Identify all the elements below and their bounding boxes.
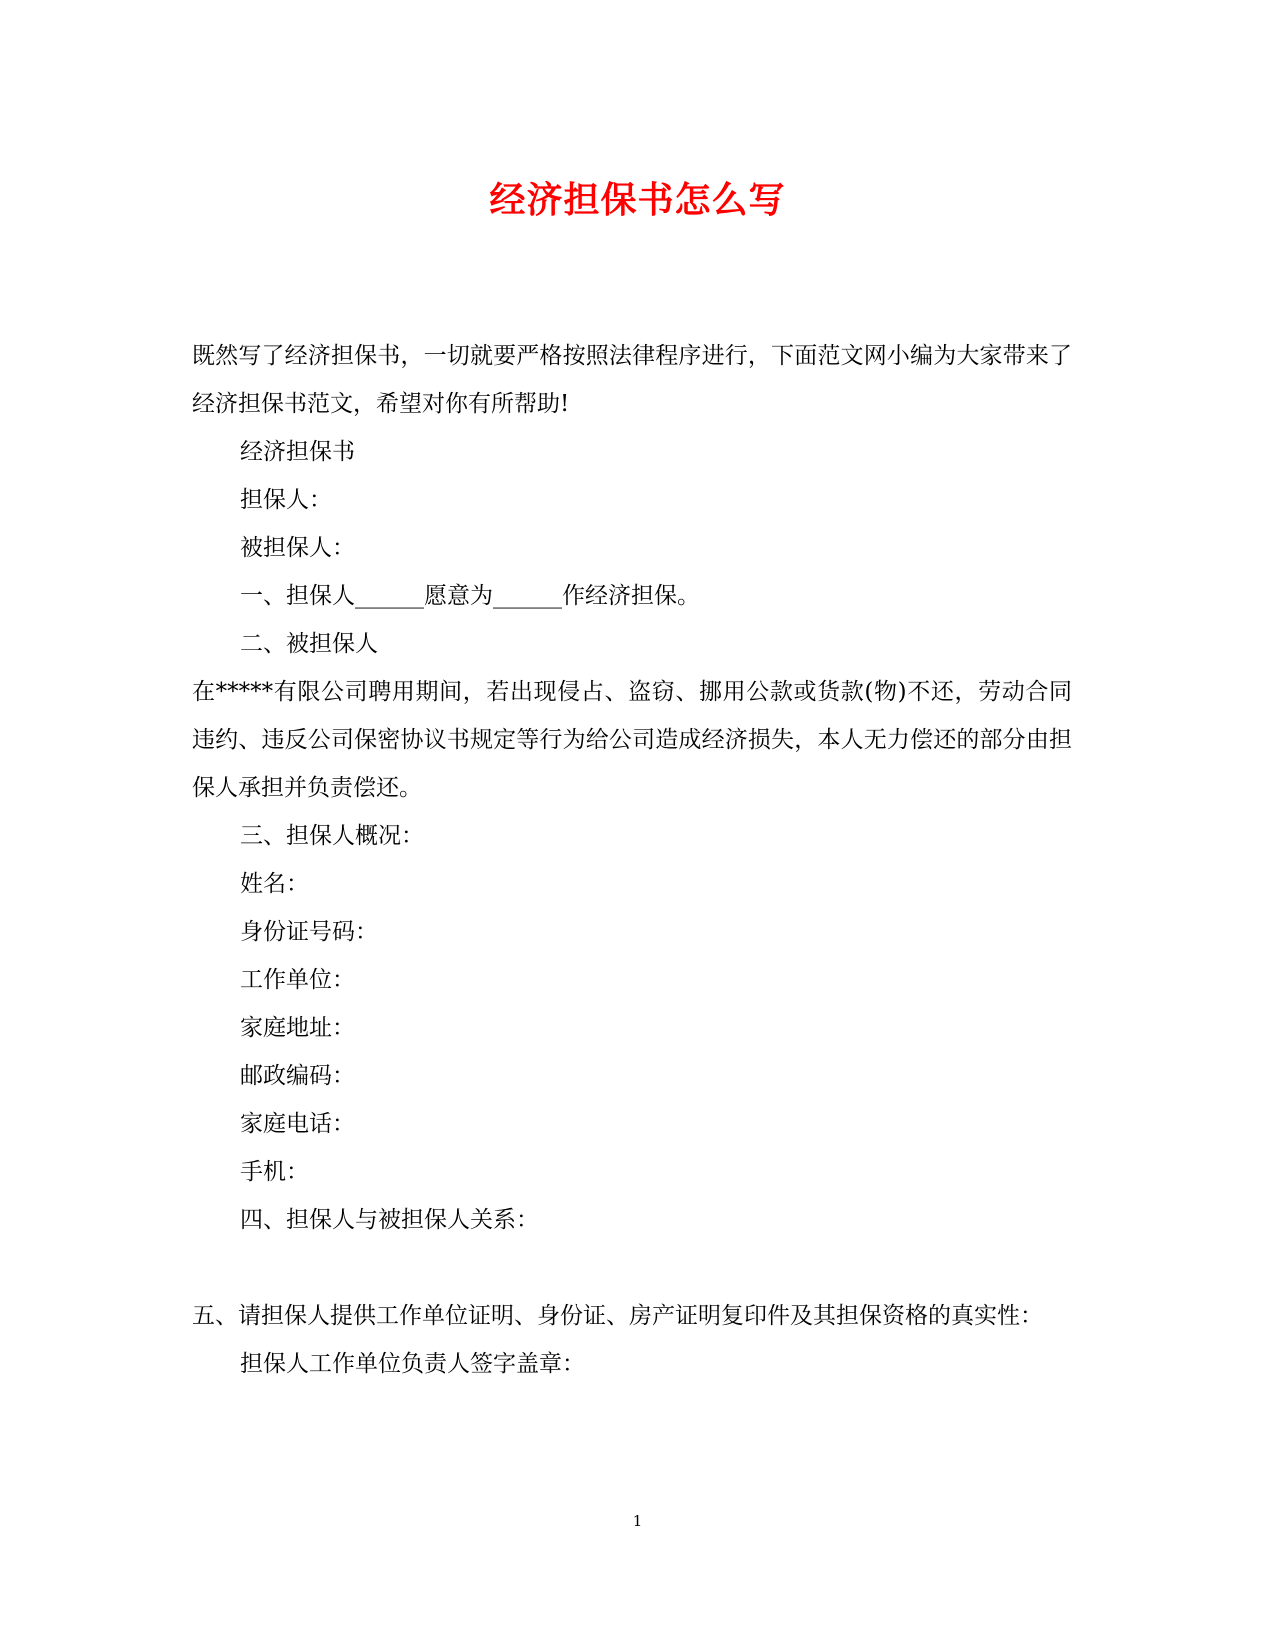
field-work-unit: 工作单位： [240, 967, 355, 993]
clause-five: 五、请担保人提供工作单位证明、身份证、房产证明复印件及其担保资格的真实性： [192, 1303, 1043, 1329]
guaranteed-person-line: 被担保人： [240, 535, 355, 561]
clause-four: 四、担保人与被担保人关系： [240, 1207, 539, 1233]
intro-paragraph: 既然写了经济担保书，一切就要严格按照法律程序进行，下面范文网小编为大家带来了经济担保书范文，希望对你有所帮助! [192, 343, 1072, 417]
clause-two-heading: 二、被担保人 [240, 631, 378, 657]
field-home-address: 家庭地址： [240, 1015, 355, 1041]
clause-three-heading: 三、担保人概况： [240, 823, 424, 849]
document-body [192, 332, 1072, 1388]
clause-two-body: 在*****有限公司聘用期间，若出现侵占、盗窃、挪用公款或货款(物)不还，劳动合同违约、违反公司保密协议书规定等行为给公司造成经济损失，本人无力偿还的部分由担保人承担并负责偿还。 [192, 679, 1072, 801]
guarantor-line: 担保人： [240, 487, 332, 513]
document-title: 经济担保书怎么写 [489, 179, 786, 221]
field-home-phone: 家庭电话： [240, 1111, 355, 1137]
field-mobile: 手机： [240, 1159, 309, 1185]
field-id-number: 身份证号码： [240, 919, 378, 945]
field-name: 姓名： [240, 871, 309, 897]
clause-one: 一、担保人______愿意为______作经济担保。 [240, 583, 700, 609]
field-postal-code: 邮政编码： [240, 1063, 355, 1089]
signature-line: 担保人工作单位负责人签字盖章： [240, 1351, 585, 1377]
blank-line [192, 1244, 1072, 1292]
page-number: 1 [632, 1512, 643, 1530]
subtitle-paragraph: 经济担保书 [240, 439, 355, 465]
